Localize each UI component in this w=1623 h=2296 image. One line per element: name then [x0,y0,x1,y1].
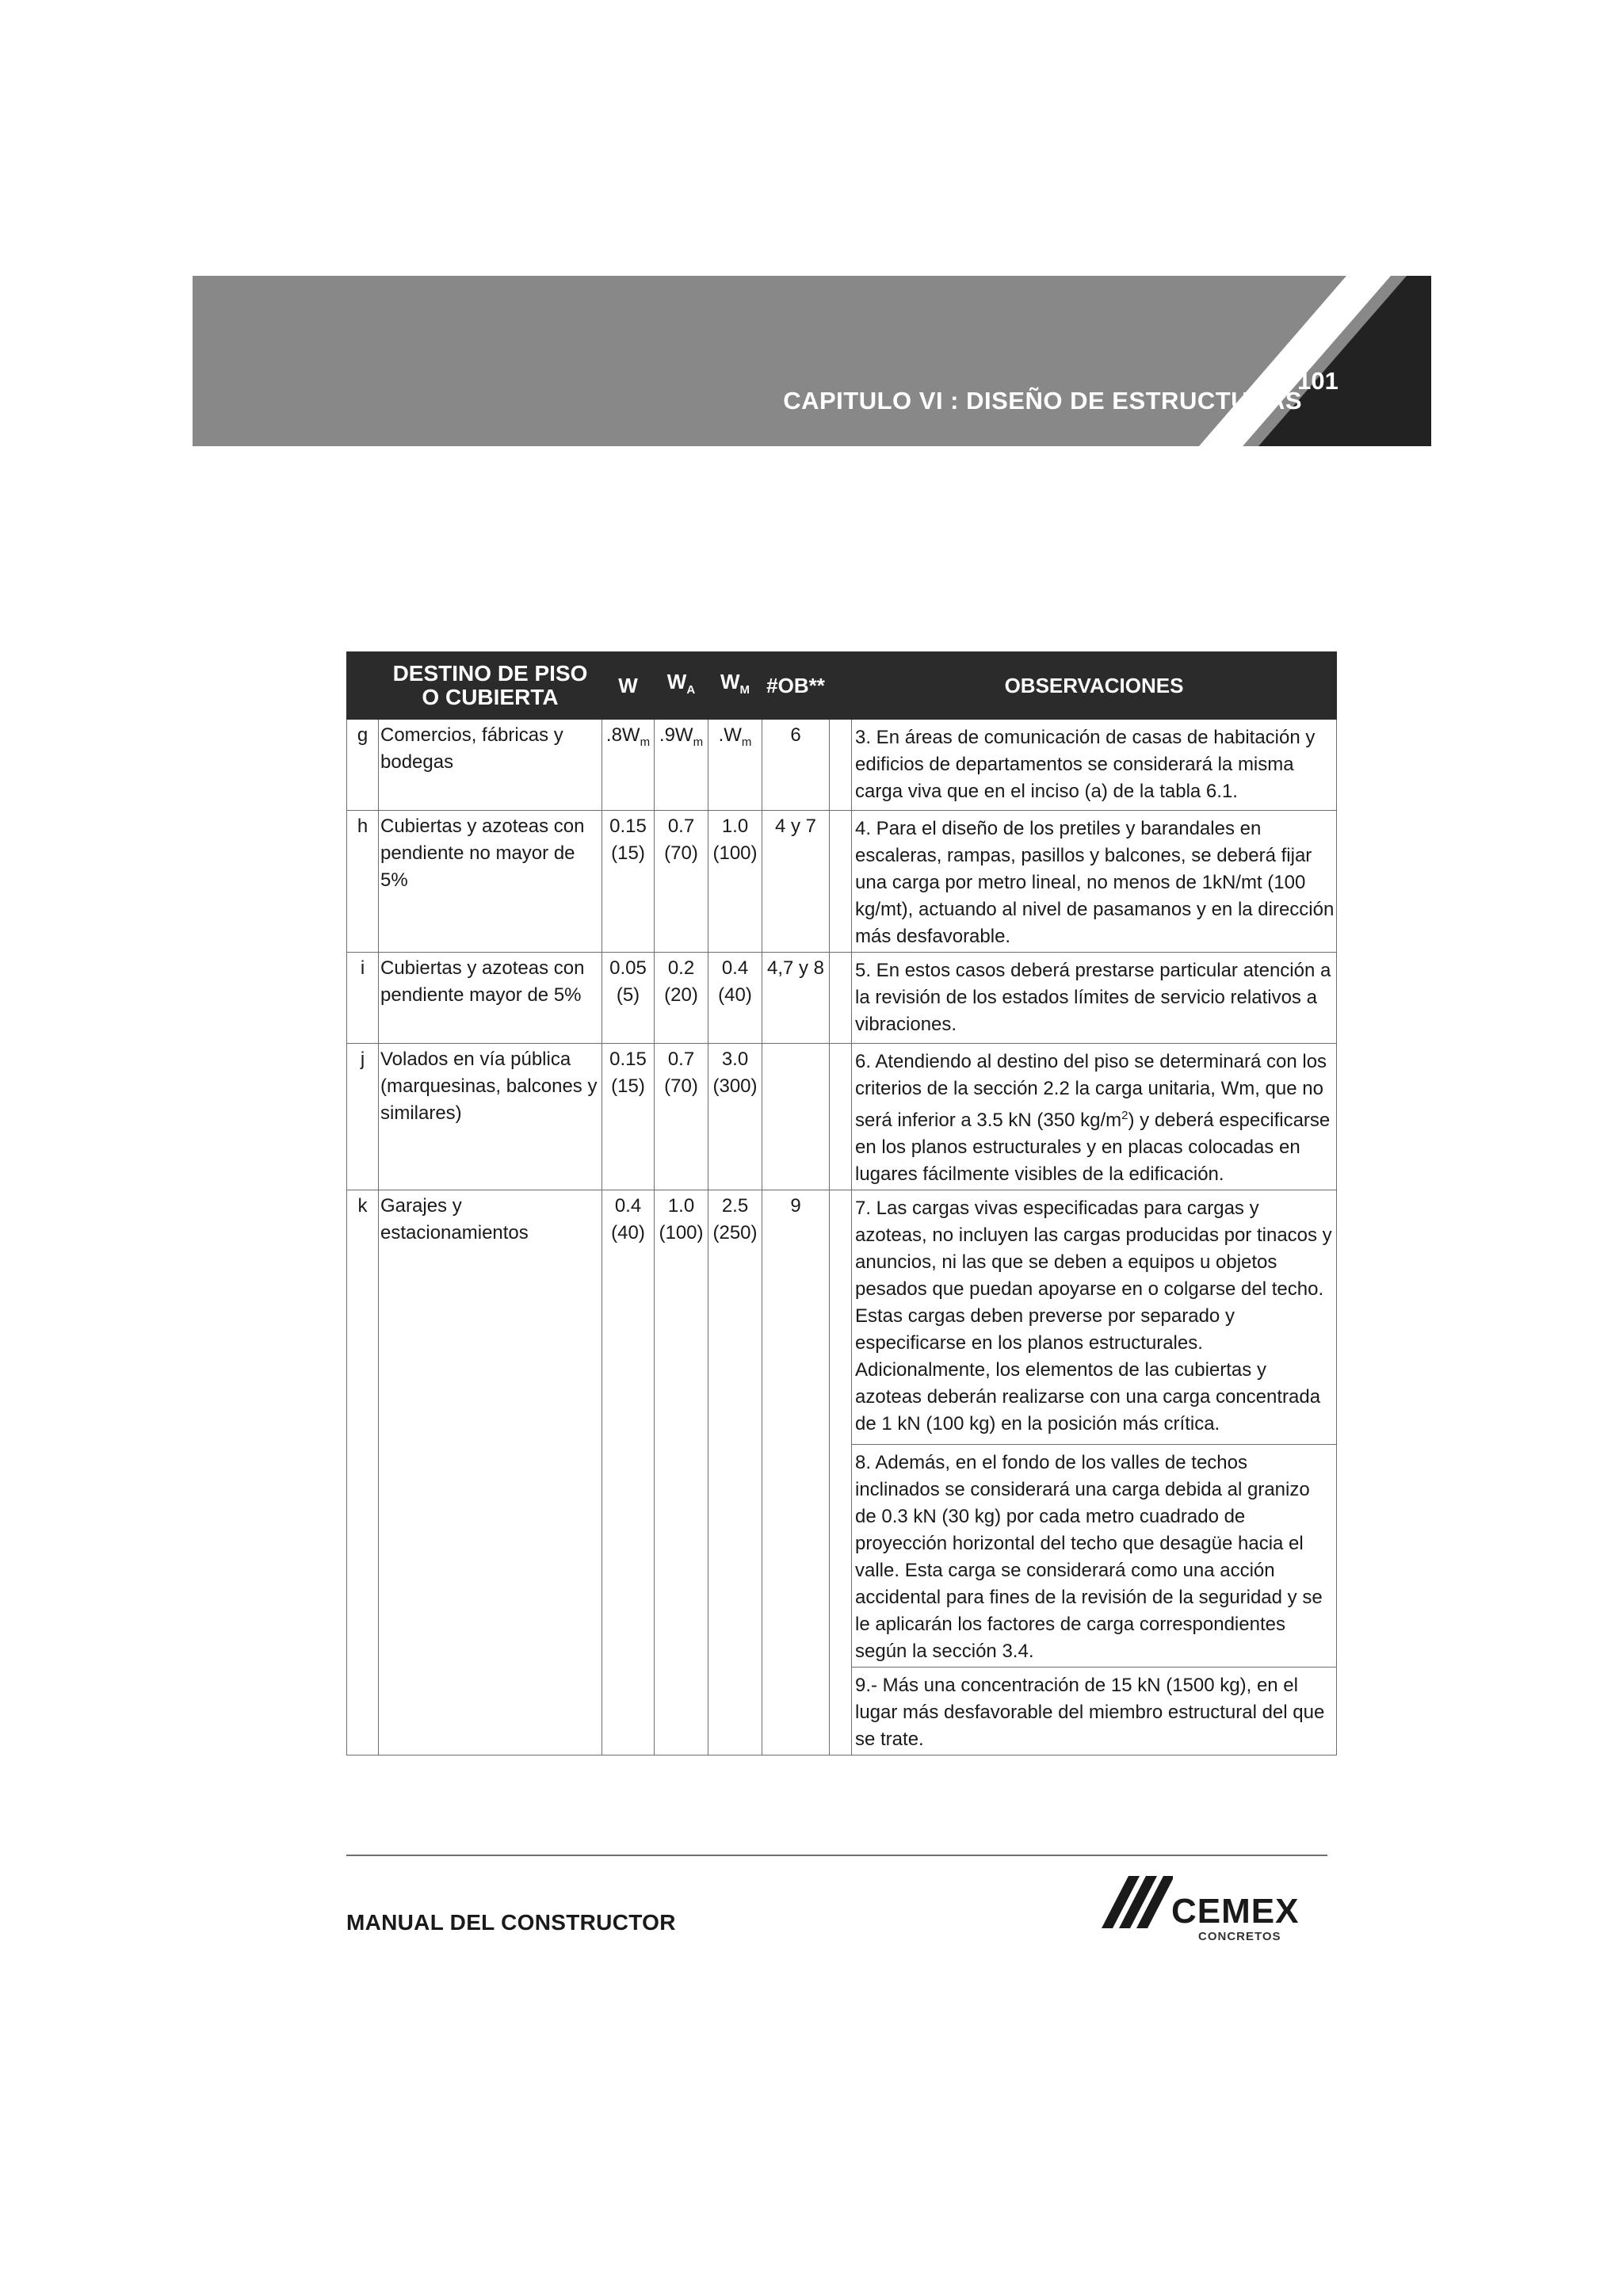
row-wa: 0.7 (70) [655,1044,708,1190]
row-wm: 2.5 (250) [708,1190,762,1755]
row-destino: Garajes y estacionamientos [379,1190,602,1755]
row-destino: Comercios, fábricas y bodegas [379,720,602,811]
footer-divider [346,1855,1327,1856]
header-ob: #OB** [762,652,830,720]
row-w: 0.15 (15) [602,811,655,953]
cemex-stripes-icon [1102,1874,1173,1930]
table-row [347,953,1337,1044]
row-ob: 4,7 y 8 [762,953,830,1044]
chapter-header [193,276,1431,446]
header-wa: $W_A$ [655,652,708,720]
row-wa: 0.2 (20) [655,953,708,1044]
row-gap [830,1044,852,1190]
row-ob: 9 [762,1190,830,1755]
row-w: 0.05 (5) [602,953,655,1044]
row-letter: i [347,953,379,1044]
row-gap [830,1190,852,1755]
row-observacion: 6. Atendiendo al destino del piso se determinará con los criterios de la sección 2.2 la carga unitaria, Wm, que no será inferior a 3.5 kN (350 $kg/m^2$) y deberá especificarse en los planos estructurales y en placas colocadas en lugares fácilmente visibles de la edificación. [852,1044,1337,1190]
table-row [347,1190,1337,1445]
header-letter [347,652,379,720]
live-loads-table [346,651,1337,1755]
table-header-row [347,652,1337,720]
header-w: W [602,652,655,720]
row-destino: Cubiertas y azoteas con pendiente no mayor de 5% [379,811,602,953]
footer-title: MANUAL DEL CONSTRUCTOR [346,1910,676,1935]
row-w: 0.15 (15) [602,1044,655,1190]
row-wm: $.W_m$ [708,720,762,811]
header-stripes-graphic [193,276,1431,446]
row-letter: h [347,811,379,953]
row-letter: j [347,1044,379,1190]
page-number: 101 [1297,367,1338,395]
row-w: 0.4 (40) [602,1190,655,1755]
cemex-logo [1102,1874,1308,1946]
row-ob: 4 y 7 [762,811,830,953]
header-observaciones: OBSERVACIONES [852,652,1337,720]
row-gap [830,953,852,1044]
row-destino: Volados en vía pública (marquesinas, balcones y similares) [379,1044,602,1190]
row-letter: g [347,720,379,811]
row-wm: 3.0 (300) [708,1044,762,1190]
header-destino: DESTINO DE PISO O CUBIERTA [379,652,602,720]
row-letter: k [347,1190,379,1755]
row-destino: Cubiertas y azoteas con pendiente mayor de 5% [379,953,602,1044]
row-wa: 1.0 (100) [655,1190,708,1755]
row-gap [830,720,852,811]
logo-wordmark: CEMEX [1171,1892,1300,1931]
observacion-8: 8. Además, en el fondo de los valles de techos inclinados se considerará una carga debida al granizo de 0.3 kN (30 kg) por cada metro cuadrado de proyección horizontal del techo que desagüe hacia el valle. Esta carga se considerará como una acción accidental para fines de la revisión de la seguridad y se le aplicarán los factores de carga correspondientes según la sección 3.4. [852,1445,1337,1668]
row-ob [762,1044,830,1190]
table-row [347,811,1337,953]
row-observacion: 7. Las cargas vivas especificadas para cargas y azoteas, no incluyen las cargas producidas por tinacos y anuncios, ni las que se deben a equipos u objetos pesados que puedan apoyarse en o colgarse del techo. Estas cargas deben preverse por separado y especificarse en los planos estructurales. Adicionalmente, los elementos de las cubiertas y azoteas deberán realizarse con una carga concentrada de 1 kN (100 kg) en la posición más crítica. [852,1190,1337,1445]
table-row [347,720,1337,811]
row-wm: 1.0 (100) [708,811,762,953]
row-w: $.8W_m$ [602,720,655,811]
row-observacion: 5. En estos casos deberá prestarse particular atención a la revisión de los estados límites de servicio relativos a vibraciones. [852,953,1337,1044]
logo-subtitle: CONCRETOS [1198,1930,1281,1943]
header-gap [830,652,852,720]
row-ob: 6 [762,720,830,811]
observacion-9: 9.- Más una concentración de 15 kN (1500 kg), en el lugar más desfavorable del miembro estructural del que se trate. [852,1668,1337,1755]
header-wm: $W_M$ [708,652,762,720]
row-wa: 0.7 (70) [655,811,708,953]
table-row [347,1044,1337,1190]
row-gap [830,811,852,953]
chapter-title: CAPITULO VI : DISEÑO DE ESTRUCTURAS [783,387,1302,415]
row-wm: 0.4 (40) [708,953,762,1044]
row-wa: $.9W_m$ [655,720,708,811]
row-observacion: 4. Para el diseño de los pretiles y barandales en escaleras, rampas, pasillos y balcones, se deberá fijar una carga por metro lineal, no menos de 1kN/mt (100 kg/mt), actuando al nivel de pasamanos y en la dirección más desfavorable. [852,811,1337,953]
row-observacion: 3. En áreas de comunicación de casas de habitación y edificios de departamentos se considerará la misma carga viva que en el inciso (a) de la tabla 6.1. [852,720,1337,811]
